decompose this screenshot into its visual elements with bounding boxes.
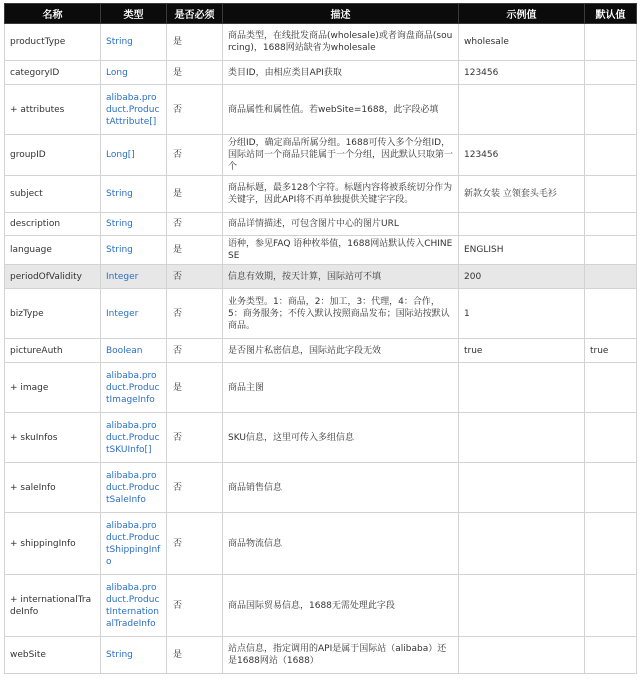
param-required: 否 xyxy=(167,339,223,363)
param-description: 商品国际贸易信息，1688无需处理此字段 xyxy=(223,575,459,637)
param-name: subject xyxy=(5,176,101,213)
param-required: 否 xyxy=(167,289,223,339)
table-row xyxy=(5,85,637,135)
table-row xyxy=(5,513,637,575)
header-type: 类型 xyxy=(101,4,167,24)
param-example xyxy=(459,363,585,413)
param-default xyxy=(585,236,637,265)
api-params-table xyxy=(4,3,637,674)
param-type[interactable]: alibaba.product.ProductSaleInfo xyxy=(101,463,167,513)
param-example: 新款女装 立领套头毛衫 xyxy=(459,176,585,213)
table-row xyxy=(5,637,637,674)
param-default xyxy=(585,85,637,135)
param-name: periodOfValidity xyxy=(5,265,101,289)
param-description: 是否图片私密信息，国际站此字段无效 xyxy=(223,339,459,363)
header-description: 描述 xyxy=(223,4,459,24)
param-required: 否 xyxy=(167,575,223,637)
param-default xyxy=(585,135,637,176)
param-required: 是 xyxy=(167,236,223,265)
param-name: productType xyxy=(5,24,101,61)
param-required: 否 xyxy=(167,513,223,575)
param-description: 商品标题，最多128个字符。标题内容将被系统切分作为关键字，因此API将不再单独提供关键字字段。 xyxy=(223,176,459,213)
param-name: pictureAuth xyxy=(5,339,101,363)
param-name: + attributes xyxy=(5,85,101,135)
param-required: 否 xyxy=(167,213,223,236)
header-default: 默认值 xyxy=(585,4,637,24)
param-name: + internationalTradeInfo xyxy=(5,575,101,637)
header-name: 名称 xyxy=(5,4,101,24)
param-type[interactable]: Boolean xyxy=(101,339,167,363)
table-row xyxy=(5,61,637,85)
param-default xyxy=(585,463,637,513)
param-type[interactable]: alibaba.product.ProductAttribute[] xyxy=(101,85,167,135)
param-name: description xyxy=(5,213,101,236)
param-type[interactable]: alibaba.product.ProductSKUInfo[] xyxy=(101,413,167,463)
param-required: 是 xyxy=(167,176,223,213)
param-example xyxy=(459,213,585,236)
param-default: true xyxy=(585,339,637,363)
param-default xyxy=(585,213,637,236)
param-required: 否 xyxy=(167,135,223,176)
param-example xyxy=(459,463,585,513)
param-example xyxy=(459,85,585,135)
param-description: 语种，参见FAQ 语种枚举值，1688网站默认传入CHINESE xyxy=(223,236,459,265)
param-name: groupID xyxy=(5,135,101,176)
table-header-row xyxy=(5,4,637,24)
param-description: 类目ID，由相应类目API获取 xyxy=(223,61,459,85)
param-example: 1 xyxy=(459,289,585,339)
api-params-table-wrapper xyxy=(4,3,636,674)
param-example: 123456 xyxy=(459,135,585,176)
param-name: + image xyxy=(5,363,101,413)
param-example xyxy=(459,413,585,463)
param-description: 站点信息，指定调用的API是属于国际站（alibaba）还是1688网站（1688） xyxy=(223,637,459,674)
table-row-highlighted xyxy=(5,265,637,289)
param-required: 是 xyxy=(167,363,223,413)
param-default xyxy=(585,24,637,61)
table-row xyxy=(5,24,637,61)
param-name: + skuInfos xyxy=(5,413,101,463)
param-example: 123456 xyxy=(459,61,585,85)
param-name: bizType xyxy=(5,289,101,339)
param-description: 商品销售信息 xyxy=(223,463,459,513)
param-type[interactable]: Long[] xyxy=(101,135,167,176)
param-example: 200 xyxy=(459,265,585,289)
param-example xyxy=(459,637,585,674)
param-name: language xyxy=(5,236,101,265)
param-type[interactable]: String xyxy=(101,637,167,674)
param-example: ENGLISH xyxy=(459,236,585,265)
param-name: categoryID xyxy=(5,61,101,85)
table-row xyxy=(5,339,637,363)
table-row xyxy=(5,213,637,236)
param-type[interactable]: String xyxy=(101,236,167,265)
param-default xyxy=(585,575,637,637)
param-type[interactable]: Integer xyxy=(101,265,167,289)
param-required: 否 xyxy=(167,85,223,135)
table-row xyxy=(5,289,637,339)
header-required: 是否必须 xyxy=(167,4,223,24)
table-row xyxy=(5,575,637,637)
param-default xyxy=(585,637,637,674)
param-required: 是 xyxy=(167,637,223,674)
param-required: 否 xyxy=(167,413,223,463)
param-description: 商品主图 xyxy=(223,363,459,413)
param-example: true xyxy=(459,339,585,363)
param-default xyxy=(585,289,637,339)
param-type[interactable]: alibaba.product.ProductImageInfo xyxy=(101,363,167,413)
param-name: + shippingInfo xyxy=(5,513,101,575)
param-name: + saleInfo xyxy=(5,463,101,513)
param-description: 分组ID，确定商品所属分组。1688可传入多个分组ID，国际站同一个商品只能属于一个分组，因此默认只取第一个 xyxy=(223,135,459,176)
param-type[interactable]: String xyxy=(101,176,167,213)
table-row xyxy=(5,363,637,413)
param-required: 是 xyxy=(167,61,223,85)
param-type[interactable]: Integer xyxy=(101,289,167,339)
param-example: wholesale xyxy=(459,24,585,61)
param-description: 业务类型。1：商品，2：加工，3：代理，4：合作，5：商务服务；不传入默认按照商品发布；国际站按默认商品。 xyxy=(223,289,459,339)
param-description: 商品详情描述，可包含图片中心的图片URL xyxy=(223,213,459,236)
table-row xyxy=(5,413,637,463)
param-type[interactable]: Long xyxy=(101,61,167,85)
table-row xyxy=(5,176,637,213)
param-name: webSite xyxy=(5,637,101,674)
table-row xyxy=(5,135,637,176)
param-description: 信息有效期，按天计算，国际站可不填 xyxy=(223,265,459,289)
param-type[interactable]: String xyxy=(101,213,167,236)
param-required: 否 xyxy=(167,265,223,289)
param-default xyxy=(585,363,637,413)
table-row xyxy=(5,236,637,265)
param-description: 商品类型，在线批发商品(wholesale)或者询盘商品(sourcing)，1688网站缺省为wholesale xyxy=(223,24,459,61)
param-description: 商品属性和属性值。若webSite=1688，此字段必填 xyxy=(223,85,459,135)
param-example xyxy=(459,575,585,637)
param-example xyxy=(459,513,585,575)
param-description: SKU信息，这里可传入多组信息 xyxy=(223,413,459,463)
table-row xyxy=(5,463,637,513)
param-default xyxy=(585,176,637,213)
param-required: 是 xyxy=(167,24,223,61)
param-required: 否 xyxy=(167,463,223,513)
param-type[interactable]: alibaba.product.ProductInternationalTradeInfo xyxy=(101,575,167,637)
param-type[interactable]: String xyxy=(101,24,167,61)
param-default xyxy=(585,513,637,575)
param-default xyxy=(585,413,637,463)
header-example: 示例值 xyxy=(459,4,585,24)
param-type[interactable]: alibaba.product.ProductShippingInfo xyxy=(101,513,167,575)
param-default xyxy=(585,265,637,289)
param-default xyxy=(585,61,637,85)
param-description: 商品物流信息 xyxy=(223,513,459,575)
